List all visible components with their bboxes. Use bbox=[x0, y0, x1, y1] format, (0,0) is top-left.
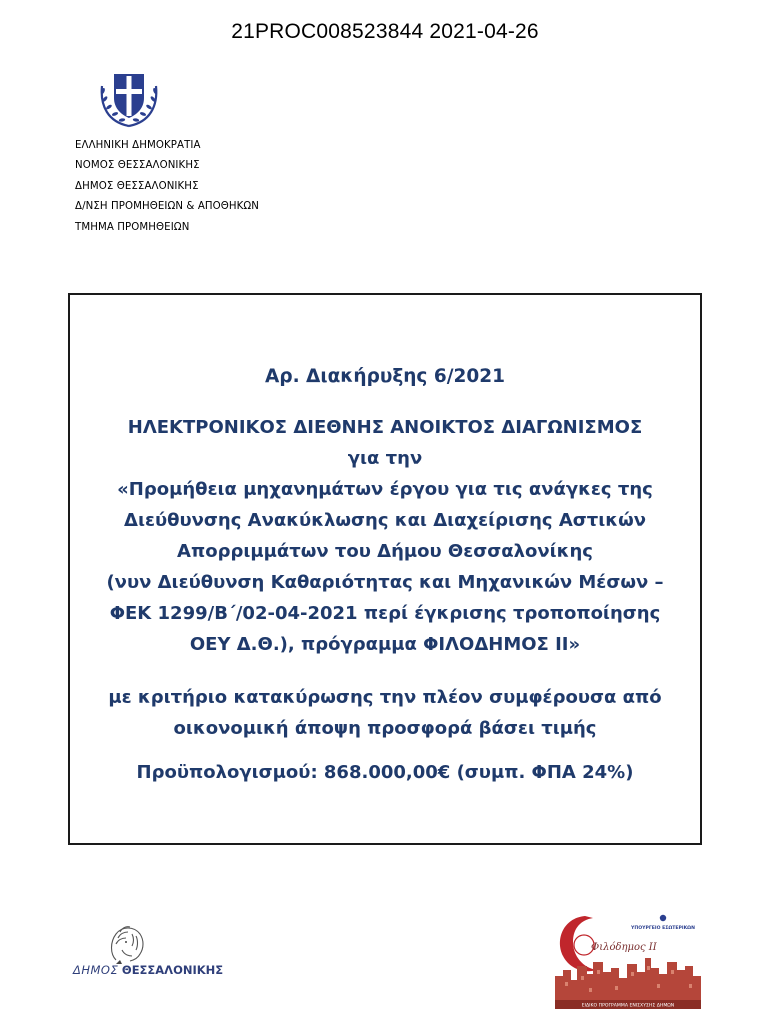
notice-line: (νυν Διεύθυνση Καθαριότητας και Μηχανικών Μέσων – bbox=[106, 572, 664, 593]
program-footer-text: ΕΙΔΙΚΟ ΠΡΟΓΡΑΜΜΑ ΕΝΙΣΧΥΣΗΣ ΔΗΜΩΝ bbox=[581, 1003, 675, 1009]
notice-line: Απορριμμάτων του Δήμου Θεσσαλονίκης bbox=[177, 541, 593, 562]
issuer-line: Δ/ΝΣΗ ΠΡΟΜΗΘΕΙΩΝ & ΑΠΟΘΗΚΩΝ bbox=[75, 201, 260, 213]
city-logo-caption bbox=[73, 963, 223, 977]
document-id: 21PROC008523844 2021-04-26 bbox=[231, 20, 539, 43]
issuer-line: ΕΛΛΗΝΙΚΗ ΔΗΜΟΚΡΑΤΙΑ bbox=[75, 140, 201, 151]
city-logo-name: ΘΕΣΣΑΛΟΝΙΚΗΣ bbox=[121, 963, 224, 977]
notice-line: για την bbox=[347, 448, 423, 469]
ministry-label: ΥΠΟΥΡΓΕΙΟ ΕΣΩΤΕΡΙΚΩΝ bbox=[631, 926, 695, 931]
filodimos-program-logo bbox=[553, 910, 703, 1013]
issuer-line: ΝΟΜΟΣ ΘΕΣΣΑΛΟΝΙΚΗΣ bbox=[75, 160, 200, 172]
budget-amount: Προϋπολογισμού: 868.000,00€ (συμπ. ΦΠΑ 24%) bbox=[136, 762, 634, 783]
notice-line: ΗΛΕΚΤΡΟΝΙΚΟΣ ΔΙΕΘΝΗΣ ΑΝΟΙΚΤΟΣ ΔΙΑΓΩΝΙΣΜΟΣ bbox=[127, 417, 643, 438]
issuer-header bbox=[75, 136, 259, 238]
city-logo-prefix: ΔΗΜΟΣ bbox=[73, 963, 119, 977]
greek-coat-of-arms-emblem bbox=[96, 64, 162, 130]
notice-description bbox=[70, 412, 700, 660]
criterion-line: οικονομική άποψη προσφορά βάσει τιμής bbox=[173, 718, 597, 739]
issuer-line: ΔΗΜΟΣ ΘΕΣΣΑΛΟΝΙΚΗΣ bbox=[75, 180, 199, 192]
notice-line: «Προμήθεια μηχανημάτων έργου για τις ανάγκες της bbox=[117, 479, 653, 500]
program-logo-name: Φιλόδημος ΙΙ bbox=[591, 942, 657, 953]
criterion-line: με κριτήριο κατακύρωσης την πλέον συμφέρουσα από bbox=[108, 687, 662, 708]
notice-line: Διεύθυνσης Ανακύκλωσης και Διαχείρισης Αστικών bbox=[124, 510, 646, 531]
notice-line: ΟΕΥ Δ.Θ.), πρόγραμμα ΦΙΛΟΔΗΜΟΣ ΙΙ» bbox=[189, 634, 581, 655]
issuer-line: ΤΜΗΜΑ ΠΡΟΜΗΘΕΙΩΝ bbox=[75, 221, 190, 233]
notice-number-title: Αρ. Διακήρυξης 6/2021 bbox=[265, 366, 505, 387]
tender-notice-box bbox=[68, 293, 702, 845]
award-criterion bbox=[70, 682, 700, 744]
notice-line: ΦΕΚ 1299/Β΄/02-04-2021 περί έγκρισης τροποποίησης bbox=[109, 603, 661, 624]
